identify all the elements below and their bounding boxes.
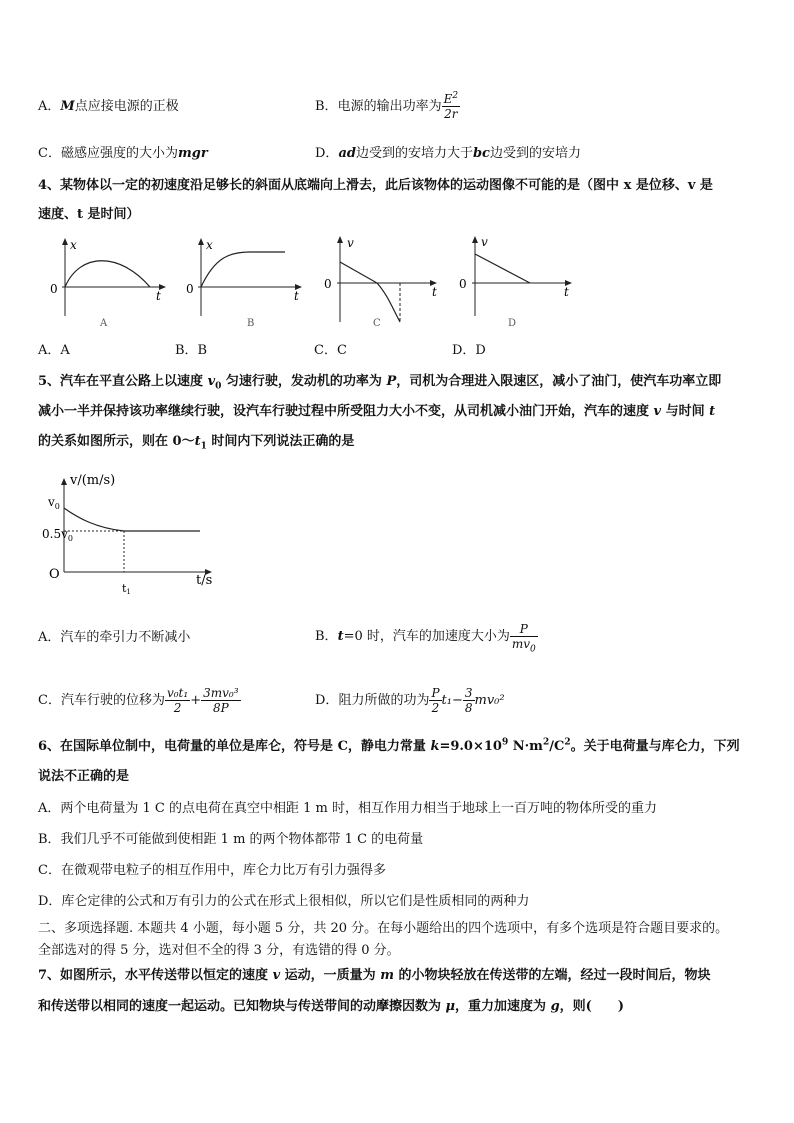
- graph-d-caption: D: [508, 318, 517, 329]
- text: 运动，一质量为: [280, 968, 381, 983]
- q3-option-d: [315, 145, 581, 163]
- q7-stem-line2: [38, 998, 624, 1016]
- graph-c: [324, 236, 437, 329]
- text: 。关于电荷量与库仑力，下列: [570, 739, 740, 754]
- graph-c-origin: 0: [324, 277, 332, 291]
- q6-option-a: A．两个电荷量为 1 C 的点电荷在真空中相距 1 m 时，相互作用力相当于地球上一百万吨的物体所受的重力: [38, 801, 657, 816]
- q6-option-c: C．在微观带电粒子的相互作用中，库仑力比万有引力强得多: [38, 863, 386, 878]
- text: 7、如图所示，水平传送带以恒定的速度: [38, 968, 273, 983]
- var-t: t: [337, 629, 344, 644]
- denominator: 2: [165, 700, 190, 715]
- q5-stem-line3: [38, 433, 354, 451]
- var-k: k: [430, 739, 440, 754]
- vt-xlabel: t/s: [196, 573, 213, 588]
- q3-option-b: [315, 87, 460, 127]
- var-mu: μ: [445, 999, 456, 1014]
- half-text: 0.5v: [42, 527, 68, 541]
- var-m: M: [60, 99, 75, 114]
- numerator: P: [519, 622, 528, 636]
- var-t: t: [194, 434, 201, 449]
- denominator: 2r: [442, 106, 461, 121]
- graph-a-ylabel: x: [70, 238, 77, 252]
- q6-option-b: B．我们几乎不可能做到使相距 1 m 的两个物体都带 1 C 的电荷量: [38, 832, 424, 847]
- subscript: 0: [215, 381, 222, 392]
- text: ，司机为合理进入限速区，减小了油门，使汽车功率立即: [396, 374, 722, 389]
- denominator: 8P: [201, 700, 240, 715]
- q5-option-a: [38, 629, 190, 647]
- fraction: [201, 686, 240, 715]
- graph-d-origin: 0: [459, 277, 467, 291]
- graph-c-xlabel: t: [432, 285, 437, 299]
- fraction: [442, 92, 461, 121]
- graph-a-xlabel: t: [156, 289, 161, 303]
- var-v: v: [207, 374, 216, 389]
- q5-stem-line1: [38, 373, 721, 391]
- text: 的关系如图所示，则在 0～: [38, 434, 195, 449]
- text: 时间内下列说法正确的是: [206, 434, 355, 449]
- var-v: v: [272, 968, 281, 983]
- option-label: C．: [38, 693, 61, 708]
- subscript: 1: [200, 441, 207, 452]
- fraction: [463, 686, 475, 715]
- section2-line1: 二、多项选择题. 本题共 4 小题，每小题 5 分，共 20 分。在每小题给出的四个选项中，有多个选项是符合题目要求的。: [38, 921, 729, 936]
- option-label: B．: [315, 629, 338, 644]
- option-label: D．: [315, 693, 339, 708]
- var-v: v: [653, 404, 662, 419]
- vt-half-label: [42, 527, 73, 543]
- q4-option-b: B．B: [175, 343, 208, 358]
- text: 6、在国际单位制中，电荷量的单位是库仑，符号是 C，静电力常量: [38, 739, 431, 754]
- half-sub: 0: [67, 534, 73, 543]
- q5-option-c: [38, 681, 241, 721]
- q4-option-c: C．C: [314, 343, 347, 358]
- operator: −: [451, 693, 463, 708]
- graph-b-ylabel: x: [206, 238, 213, 252]
- text: 匀速行驶，发动机的功率为: [221, 374, 387, 389]
- var-ad: ad: [338, 146, 356, 161]
- option-label: B．: [315, 99, 338, 114]
- var-bc: bc: [472, 146, 490, 161]
- q3-option-a: [38, 98, 179, 116]
- text: 减小一半并保持该功率继续行驶，设汽车行驶过程中所受阻力大小不变，从司机减小油门开始，汽车的速度: [38, 404, 654, 419]
- q5-stem-line2: [38, 403, 715, 421]
- section2-line2: 全部选对的得 5 分，选对但不全的得 3 分，有选错的得 0 分。: [38, 943, 400, 958]
- graph-d-xlabel: t: [564, 285, 569, 299]
- t1-text: t: [122, 582, 127, 595]
- q6-stem-line2: 说法不正确的是: [38, 769, 130, 784]
- numerator: v₀t₁: [166, 686, 189, 700]
- var-p: P: [386, 374, 397, 389]
- q6-option-d: D．库仑定律的公式和万有引力的公式在形式上很相似，所以它们是性质相同的两种力: [38, 894, 530, 909]
- graph-a: [50, 238, 166, 329]
- text: 与时间: [661, 404, 710, 419]
- vt-v0-label: [47, 495, 60, 511]
- var-g: g: [550, 999, 560, 1014]
- q5-option-b: [315, 617, 538, 657]
- q6-stem-line1: [38, 738, 740, 756]
- text: ，则( ): [559, 999, 624, 1014]
- graph-d-ylabel: v: [481, 235, 488, 249]
- graph-c-ylabel: v: [347, 236, 354, 250]
- text: 5、汽车在平直公路上以速度: [38, 374, 208, 389]
- q4-option-a: A．A: [38, 343, 70, 358]
- graph-b-xlabel: t: [294, 289, 299, 303]
- text: 和传送带以相同的速度一起运动。已知物块与传送带间的动摩擦因数为: [38, 999, 446, 1014]
- q5-vt-graph: [38, 468, 228, 598]
- option-label: C．: [38, 146, 61, 161]
- q4-stem-line1: 4、某物体以一定的初速度沿足够长的斜面从底端向上滑去，此后该物体的运动图像不可能的是（图中 x 是位移、v 是: [38, 178, 713, 193]
- fraction: [510, 622, 538, 655]
- var-t1: t₁: [441, 693, 452, 708]
- t1-sub: 1: [126, 588, 131, 596]
- q4-option-d: D．D: [452, 343, 486, 358]
- option-text: 阻力所做的功为: [338, 693, 430, 708]
- option-text: 点应接电源的正极: [74, 99, 179, 114]
- vt-t1-label: [122, 582, 131, 596]
- option-text: 边受到的安培力大于: [355, 146, 473, 161]
- graph-b-origin: 0: [186, 282, 194, 296]
- graph-c-caption: C: [373, 318, 381, 329]
- graph-a-caption: A: [100, 318, 108, 329]
- numerator: 3: [464, 686, 473, 700]
- numerator: 3mv₀³: [203, 686, 239, 700]
- superscript: 2: [542, 737, 550, 748]
- text: ，重力加速度为: [455, 999, 551, 1014]
- subscript: 0: [530, 644, 536, 655]
- q3-option-c: [38, 145, 208, 163]
- option-text: 汽车行驶的位移为: [60, 693, 165, 708]
- superscript: 9: [501, 737, 509, 748]
- fraction: [165, 686, 190, 715]
- graph-b-caption: B: [247, 318, 255, 329]
- graph-a-origin: 0: [50, 282, 58, 296]
- graph-b: [186, 238, 302, 329]
- q4-stem-line2: 速度、t 是时间）: [38, 207, 140, 222]
- v0-text: v: [48, 495, 55, 509]
- var-t: t: [709, 404, 716, 419]
- v0-sub: 0: [54, 502, 60, 511]
- text: /C: [549, 739, 565, 754]
- option-text: =0 时，汽车的加速度大小为: [343, 629, 510, 644]
- text: =9.0×10: [439, 739, 502, 754]
- option-text: 边受到的安培力: [489, 146, 581, 161]
- vt-ylabel: v/(m/s): [70, 473, 116, 488]
- text: N·m: [508, 739, 543, 754]
- option-text: 磁感应强度的大小为: [60, 146, 178, 161]
- var-m: m: [380, 968, 394, 983]
- q7-stem-line1: [38, 967, 711, 985]
- graph-d: [459, 235, 572, 329]
- option-text: 电源的输出功率为: [337, 99, 442, 114]
- expression: mv₀²: [474, 693, 505, 708]
- option-label: A．: [38, 630, 61, 645]
- expression: mgr: [177, 146, 208, 161]
- superscript: 2: [564, 737, 571, 748]
- denominator: mv: [511, 637, 531, 651]
- option-label: A．: [38, 99, 61, 114]
- fraction: [429, 686, 441, 715]
- denominator: 2: [429, 700, 441, 715]
- vt-origin: O: [49, 567, 60, 582]
- operator: +: [190, 693, 202, 708]
- q4-graphs: [40, 232, 580, 332]
- denominator: 8: [464, 701, 473, 715]
- numerator: P: [431, 686, 440, 700]
- q5-option-d: [315, 681, 505, 721]
- superscript: 2: [452, 91, 459, 101]
- text: 的小物块轻放在传送带的左端，经过一段时间后，物块: [393, 968, 711, 983]
- numerator: E: [443, 92, 453, 106]
- option-text: 汽车的牵引力不断减小: [60, 630, 191, 645]
- option-label: D．: [315, 146, 339, 161]
